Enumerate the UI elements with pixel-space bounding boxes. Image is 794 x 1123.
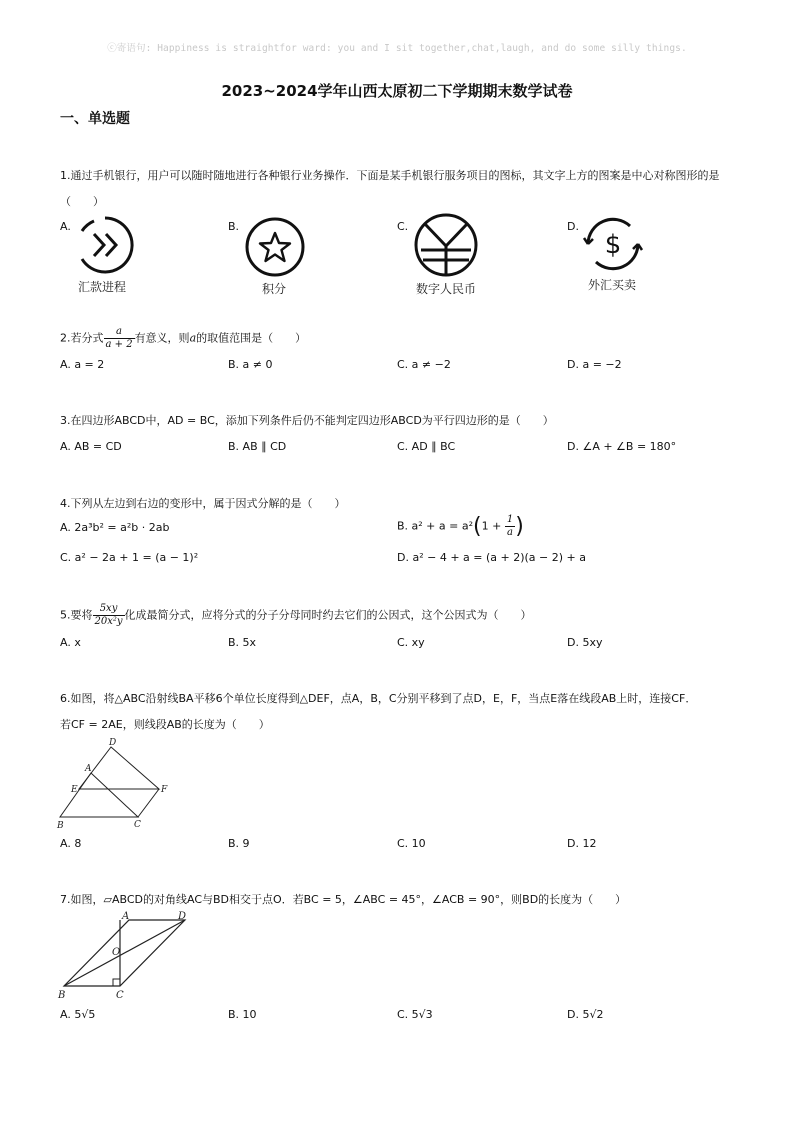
q2-fraction	[104, 326, 135, 351]
q4-option-d[interactable]: D. a² − 4 + a = (a + 2)(a − 2) + a	[397, 551, 586, 564]
q7-option-d[interactable]: D. 5√2	[567, 1008, 604, 1021]
question-2-text	[60, 326, 306, 351]
question-7-text: 7.如图，▱ABCD的对角线AC与BD相交于点O．若BC = 5，∠ABC = 45°，∠ACB = 90°，则BD的长度为（ ）	[60, 893, 627, 906]
q6-label-f: F	[161, 785, 168, 795]
q7-figure	[54, 910, 194, 1002]
q3-option-c[interactable]: C. AD ∥ BC	[397, 440, 456, 453]
yuan-icon	[413, 212, 479, 278]
q2-prefix: 2.若分式	[60, 331, 104, 345]
question-1-text: 1.通过手机银行，用户可以随时随地进行各种银行业务操作．下面是某手机银行服务项目的图标，其文字上方的图案是中心对称图形的是	[60, 169, 720, 182]
q7-option-a[interactable]: A. 5√5	[60, 1008, 96, 1021]
question-6-line2: 若CF = 2AE，则线段AB的长度为（ ）	[60, 718, 270, 731]
q6-option-c[interactable]: C. 10	[397, 837, 426, 850]
page-title: 2023~2024学年山西太原初二下学期期末数学试卷	[221, 82, 573, 100]
q2-var: a	[189, 331, 197, 345]
question-5-text	[60, 603, 532, 628]
q2-suffix: 的取值范围是（ ）	[196, 331, 307, 345]
q5-option-b[interactable]: B. 5x	[228, 636, 257, 649]
q6-label-c: C	[134, 820, 141, 830]
q2-option-d[interactable]: D. a = −2	[567, 358, 622, 371]
question-1-paren: （ ）	[60, 195, 104, 208]
q4-option-c[interactable]: C. a² − 2a + 1 = (a − 1)²	[60, 551, 199, 564]
q7-label-o: O	[112, 947, 121, 958]
q4-option-b-one: 1 +	[481, 519, 502, 533]
q6-label-e: E	[71, 785, 78, 795]
q4-option-b-fraction	[505, 514, 515, 539]
q6-option-a[interactable]: A. 8	[60, 837, 82, 850]
q2-option-a[interactable]: A. a = 2	[60, 358, 105, 371]
q4-option-b-rparen: )	[515, 514, 524, 539]
question-6-line1: 6.如图，将△ABC沿射线BA平移6个单位长度得到△DEF，点A，B，C分别平移到了点D，E，F，当点E落在线段AB上时，连接CF．	[60, 692, 697, 705]
q7-label-d: D	[178, 911, 187, 922]
q5-option-a[interactable]: A. x	[60, 636, 81, 649]
q4-option-a[interactable]: A. 2a³b² = a²b · 2ab	[60, 521, 170, 534]
q2-middle: 有意义，则	[134, 331, 190, 345]
star-icon	[244, 216, 306, 278]
q2-numerator: a	[104, 326, 135, 339]
q5-prefix: 5.要将	[60, 608, 93, 622]
q1-label-b: 积分	[262, 282, 287, 296]
q6-label-a: A	[85, 764, 92, 774]
q5-fraction	[93, 603, 125, 628]
section-heading: 一、单选题	[60, 111, 130, 127]
q7-option-c[interactable]: C. 5√3	[397, 1008, 433, 1021]
double-chevron-icon	[74, 214, 136, 276]
q7-label-a: A	[122, 911, 130, 922]
q6-label-b: B	[57, 821, 64, 831]
q4-option-b-den: a	[507, 527, 513, 538]
q5-option-c[interactable]: C. xy	[397, 636, 425, 649]
question-3-text: 3.在四边形ABCD中，AD = BC，添加下列条件后仍不能判定四边形ABCD为平行四边形的是（ ）	[60, 414, 554, 427]
q3-option-d[interactable]: D. ∠A + ∠B = 180°	[567, 440, 677, 453]
question-4-text: 4.下列从左边到右边的变形中，属于因式分解的是（ ）	[60, 497, 346, 510]
q7-option-b[interactable]: B. 10	[228, 1008, 257, 1021]
q1-option-c-letter[interactable]: C.	[397, 220, 409, 233]
q6-option-b[interactable]: B. 9	[228, 837, 250, 850]
q7-label-c: C	[116, 990, 124, 1001]
q2-option-c[interactable]: C. a ≠ −2	[397, 358, 451, 371]
q4-option-b-lparen: (	[473, 514, 482, 539]
q6-figure	[54, 736, 174, 832]
q6-option-d[interactable]: D. 12	[567, 837, 597, 850]
svg-text:$: $	[604, 230, 622, 260]
q1-label-a: 汇款进程	[78, 280, 127, 294]
q1-option-d-letter[interactable]: D.	[567, 220, 579, 233]
q7-label-b: B	[58, 990, 66, 1001]
q5-denominator: 20x²y	[94, 616, 123, 627]
q2-option-b[interactable]: B. a ≠ 0	[228, 358, 273, 371]
q4-option-b[interactable]	[397, 514, 524, 539]
dollar-icon	[582, 213, 644, 275]
q2-denominator: a + 2	[105, 339, 133, 350]
q5-numerator: 5xy	[93, 603, 125, 616]
q5-suffix: 化成最简分式，应将分式的分子分母同时约去它们的公因式，这个公因式为（ ）	[124, 608, 532, 622]
q1-label-d: 外汇买卖	[588, 278, 637, 292]
q1-label-c: 数字人民币	[416, 282, 477, 296]
q6-label-d: D	[109, 738, 117, 748]
q3-option-b[interactable]: B. AB ∥ CD	[228, 440, 287, 453]
q1-option-b-letter[interactable]: B.	[228, 220, 240, 233]
q5-option-d[interactable]: D. 5xy	[567, 636, 603, 649]
q1-option-a-letter[interactable]: A.	[60, 220, 71, 233]
q4-option-b-prefix: B. a² + a = a²	[397, 519, 474, 533]
q3-option-a[interactable]: A. AB = CD	[60, 440, 122, 453]
q4-option-b-num: 1	[506, 514, 514, 525]
watermark: ⓒ寄语句: Happiness is straightfor ward: you and I sit together,chat,laugh, and do some silly things.	[107, 43, 687, 54]
